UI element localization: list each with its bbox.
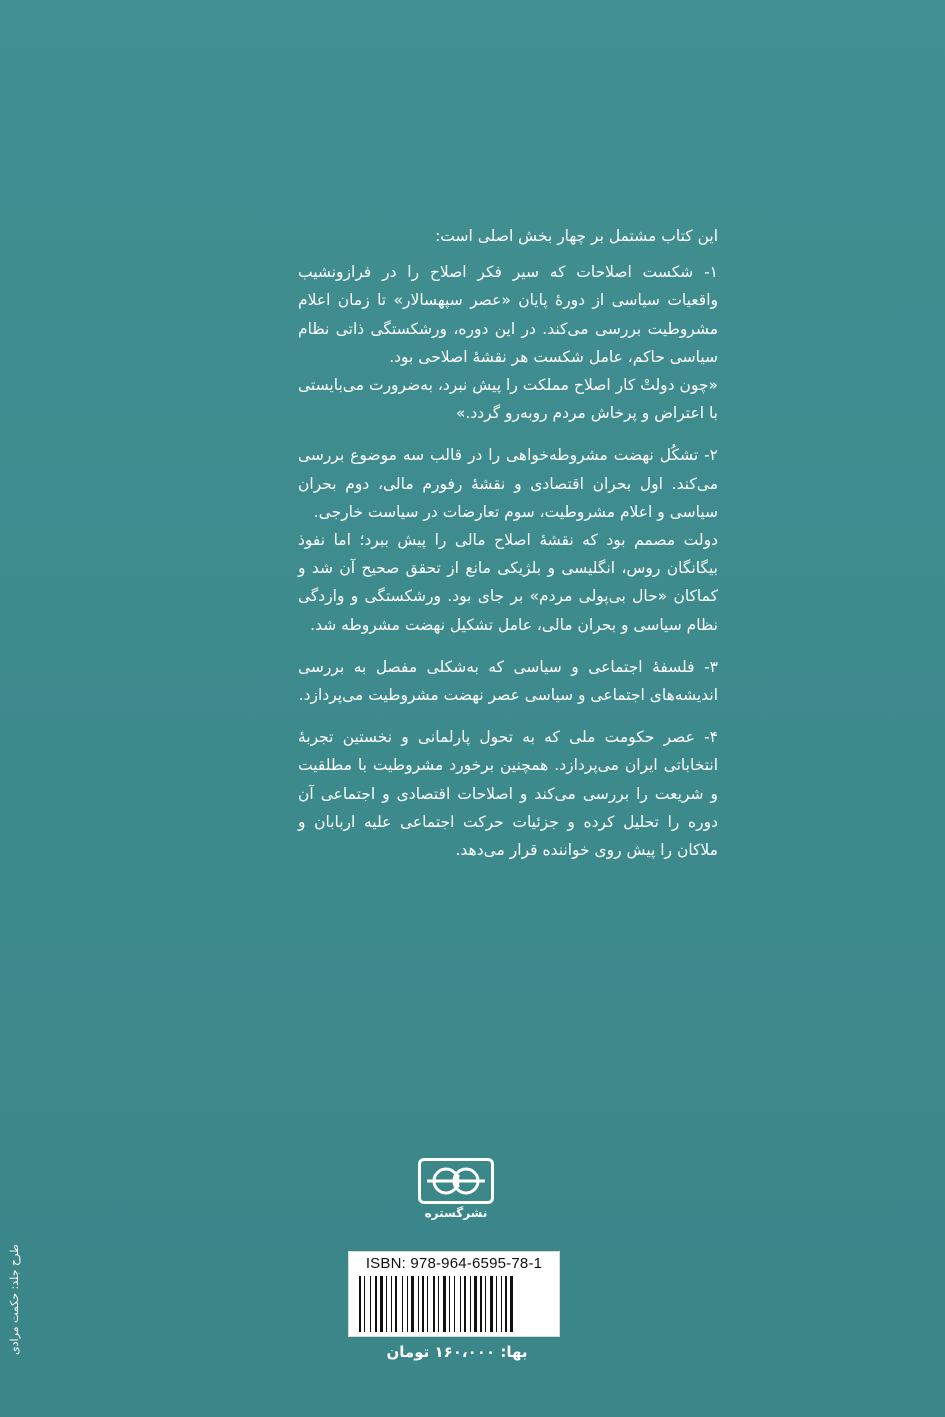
section-2-text: ۲- تشکُل نهضت مشروطه‌خواهی را در قالب سه موضوع بررسی می‌کند. اول بحران اقتصادی و نقشهٔ رفورم مالی، دوم بحران سیاسی و اعلام مشروطیت، سوم تعارضات در سیاست خارجی.: [298, 446, 718, 521]
section-2-quote: دولت مصمم بود که نقشهٔ اصلاح مالی را پیش ببرد؛ اما نفوذ بیگانگان روس، انگلیسی و بلژیکی مانع از تحقق صحیح آن شد و کماکان «حال بی‌پولی مردم» بر جای بود. ورشکستگی و وازدگی نظام سیاسی و بحران مالی، عامل تشکیل نهضت مشروطه شد.: [298, 531, 718, 634]
barcode-label: [348, 1251, 560, 1337]
isbn-number: ISBN: 978-964-6595-78-1: [365, 1255, 543, 1272]
blurb-text: [298, 222, 718, 878]
publisher-logo-icon: [418, 1158, 494, 1204]
section-1-text: ۱- شکست اصلاحات که سیر فکر اصلاح را در فرازونشیب واقعیات سیاسی از دورهٔ پایان «عصر سپهسالار» تا زمان اعلام مشروطیت بررسی می‌کند. در این دوره، ورشکستگی ذاتی نظام سیاسی حاکم، عامل شکست هر نقشهٔ اصلاحی بود.: [298, 263, 718, 366]
cover-design-credit: طرح جلد: حکمت مرادی: [8, 1244, 21, 1356]
barcode-icon: [359, 1276, 549, 1332]
section-4-text: ۴- عصر حکومت ملی که به تحول پارلمانی و نخستین تجربهٔ انتخاباتی ایران می‌پردازد. همچنین برخورد مشروطیت با مطلقیت و شریعت را بررسی می‌کند و اصلاحات اقتصادی و اجتماعی آن دوره را تحلیل کرده و جزئیات حرکت اجتماعی علیه اربابان و ملاکان را پیش روی خواننده قرار می‌دهد.: [298, 728, 718, 860]
price-label: بها: ۱۶۰،۰۰۰ تومان: [386, 1343, 528, 1361]
intro-line: این کتاب مشتمل بر چهار بخش اصلی است:: [435, 227, 718, 245]
section-1-quote: «چون دولتْ کار اصلاح مملکت را پیش نبرد، به‌ضرورت می‌بایستی با اعتراض و پرخاش مردم روبه‌رو گردد.»: [298, 376, 718, 423]
publisher-name: نشرگستره: [424, 1206, 488, 1220]
section-3-text: ۳- فلسفهٔ اجتماعی و سیاسی که به‌شکلی مفصل به بررسی اندیشه‌های اجتماعی و سیاسی عصر نهضت مشروطیت می‌پردازد.: [298, 657, 718, 705]
